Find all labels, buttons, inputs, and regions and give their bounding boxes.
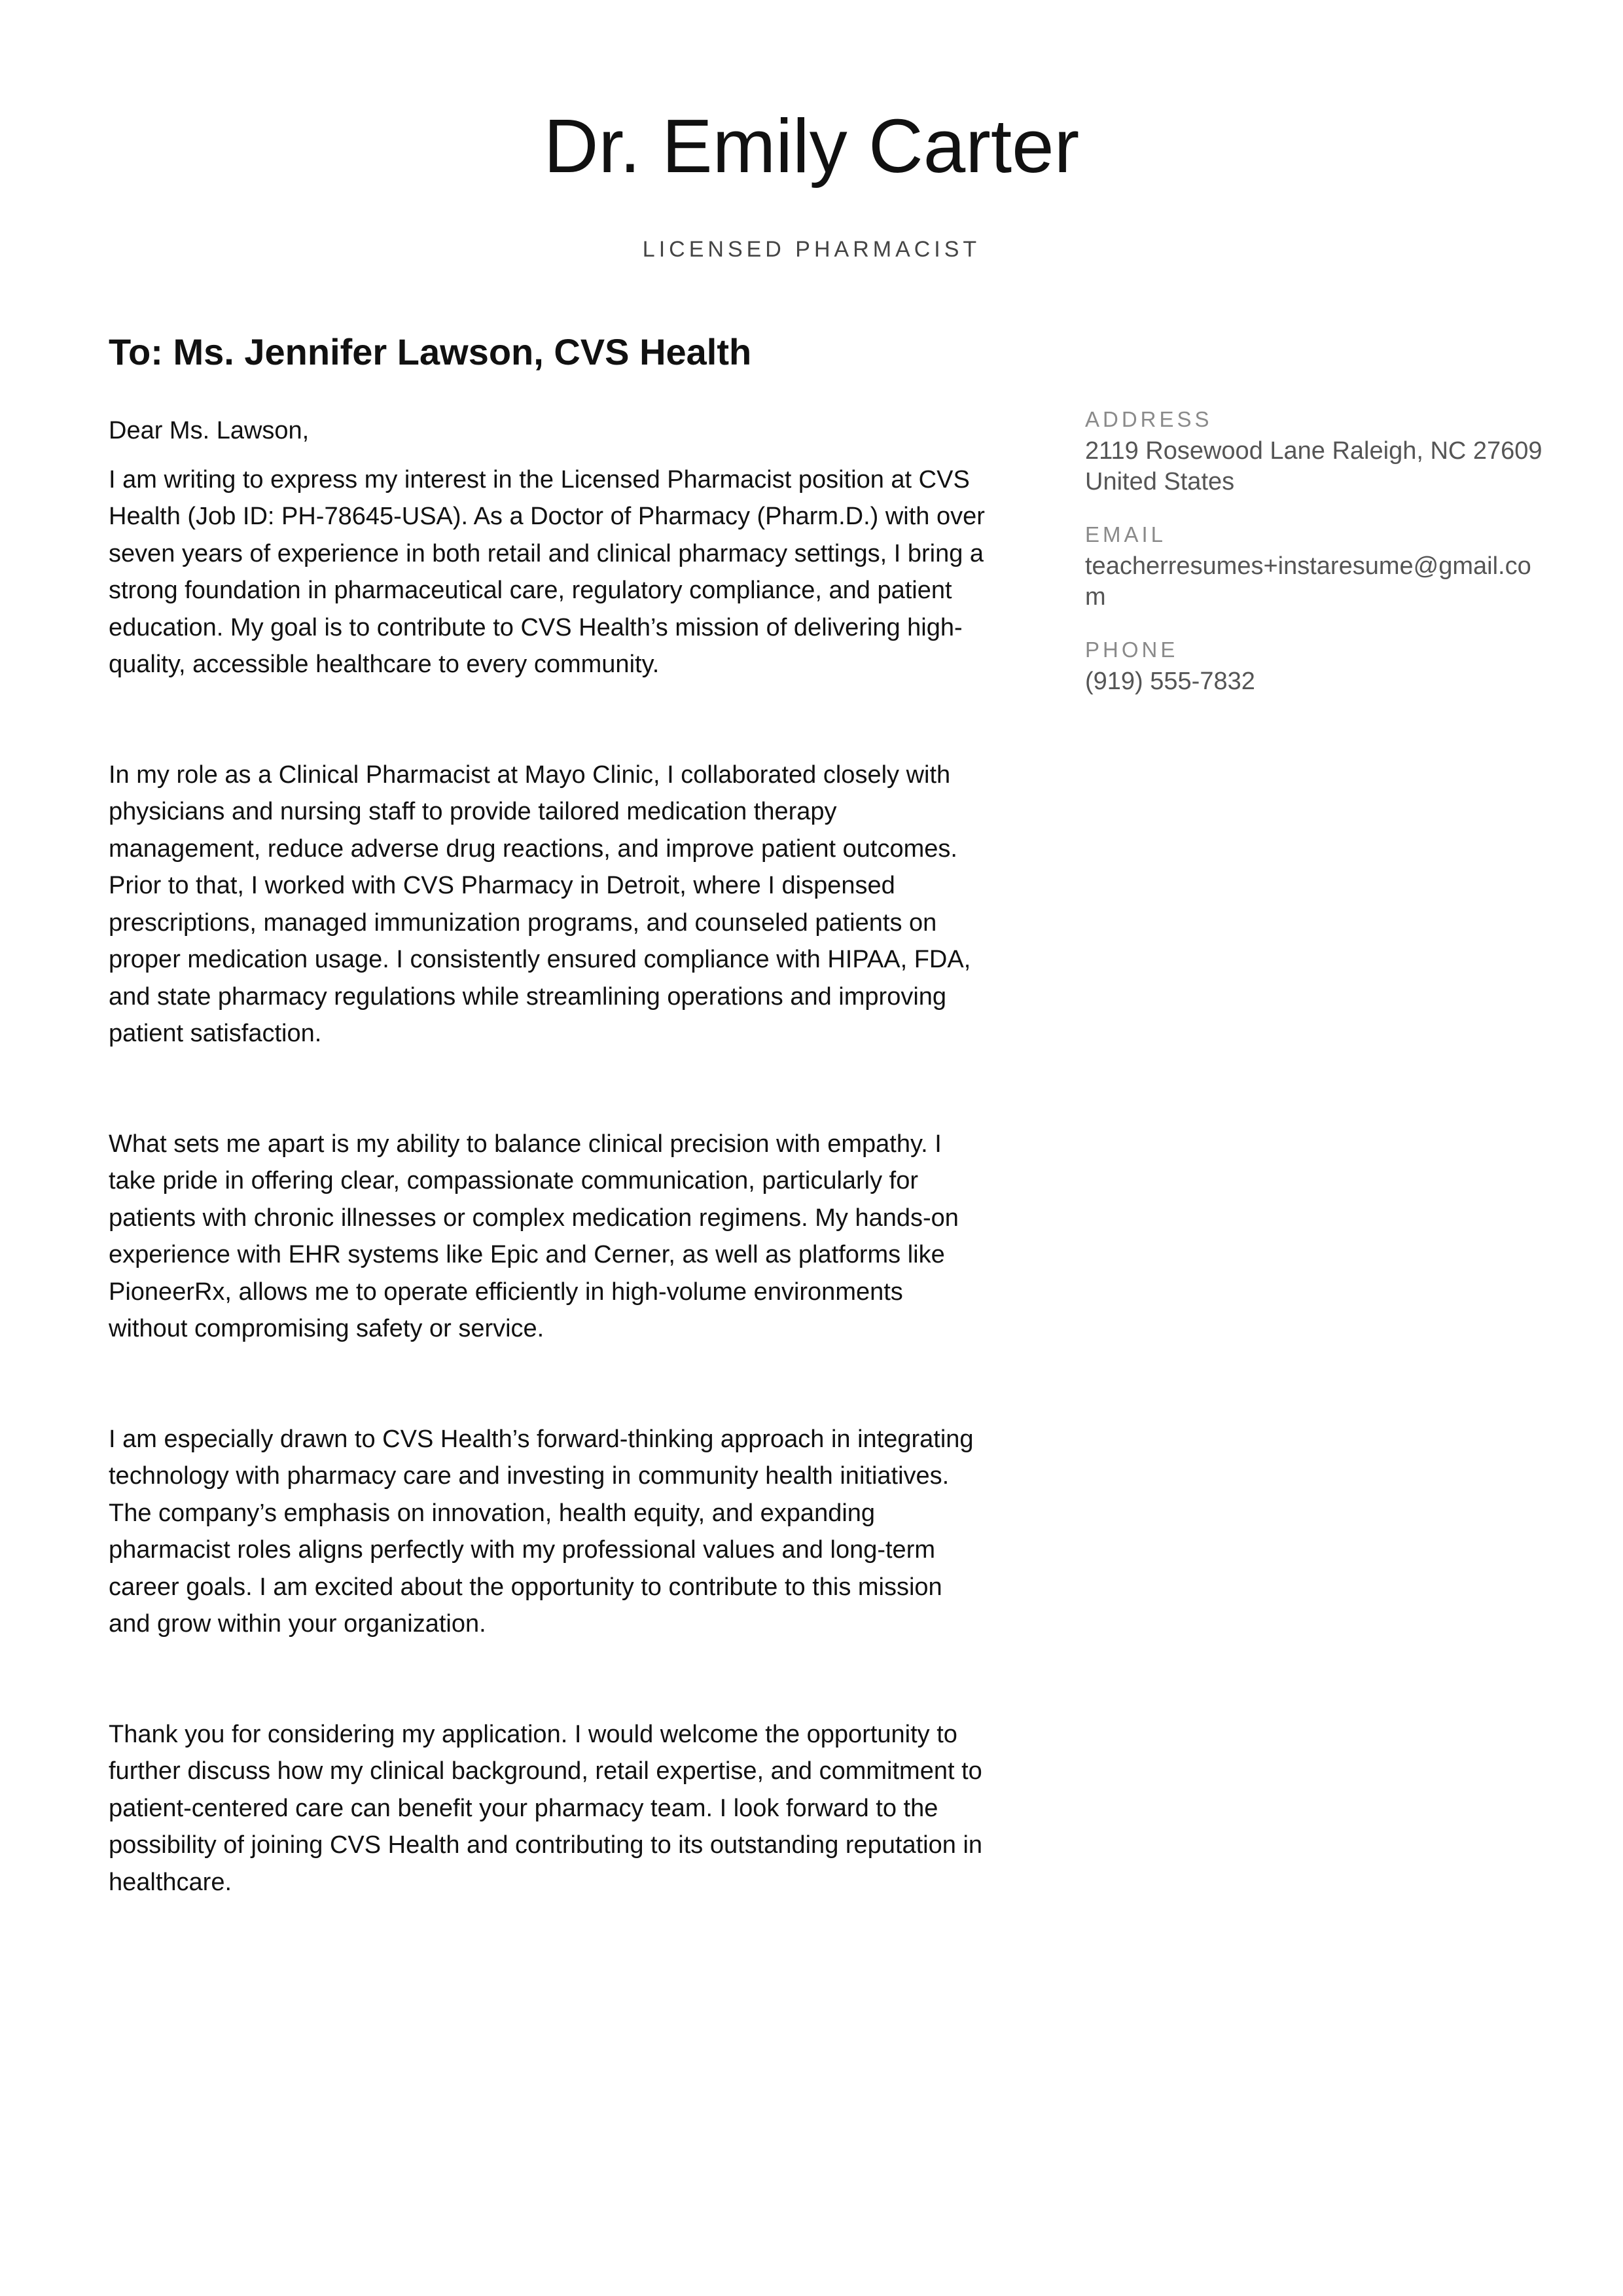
letter-paragraph-4: I am especially drawn to CVS Health’s forward-thinking approach in integrating technology with pharmacy care and investing in community health initiatives. The company’s emphasis on innovation, health equity, and expanding pharmacist roles aligns perfectly with my professional values and long-term career goals. I am excited about the opportunity to contribute to this mission and grow within your organization. [109, 1425, 974, 1638]
letter-greeting: Dear Ms. Lawson, [109, 417, 310, 444]
email-value[interactable]: teacherresumes+instaresume@gmail.com [1085, 552, 1531, 611]
applicant-name: Dr. Emily Carter [543, 103, 1080, 188]
address-value: 2119 Rosewood Lane Raleigh, NC 27609 United States [1085, 437, 1543, 495]
address-label: ADDRESS [1085, 407, 1213, 431]
phone-value[interactable]: (919) 555-7832 [1085, 668, 1255, 695]
letter-paragraph-2: In my role as a Clinical Pharmacist at Mayo Clinic, I collaborated closely with physicians and nursing staff to provide tailored medication therapy management, reduce adverse drug reactions, and improve patient outcomes. Prior to that, I worked with CVS Pharmacy in Detroit, where I dispensed prescriptions, managed immunization programs, and counseled patients on proper medication usage. I consistently ensured compliance with HIPAA, FDA, and state pharmacy regulations while streamlining operations and improving patient satisfaction. [109, 761, 971, 1047]
letter-paragraph-1: I am writing to express my interest in the Licensed Pharmacist position at CVS Health (Job ID: PH-78645-USA). As a Doctor of Pharmacy (Pharm.D.) with over seven years of experience in both retail and clinical pharmacy settings, I bring a strong foundation in pharmaceutical care, regulatory compliance, and patient education. My goal is to contribute to CVS Health’s mission of delivering high-quality, accessible healthcare to every community. [109, 465, 985, 678]
recipient-heading: To: Ms. Jennifer Lawson, CVS Health [109, 331, 752, 372]
letter-paragraph-3: What sets me apart is my ability to balance clinical precision with empathy. I take pride in offering clear, compassionate communication, particularly for patients with chronic illnesses or complex medication regimens. My hands-on experience with EHR systems like Epic and Cerner, as well as platforms like PioneerRx, allows me to operate efficiently in high-volume environments without compromising safety or service. [109, 1130, 959, 1342]
email-label: EMAIL [1085, 522, 1167, 547]
contact-sidebar [1085, 407, 1543, 722]
letter-body [109, 412, 986, 1974]
job-title: LICENSED PHARMACIST [642, 237, 981, 262]
phone-label: PHONE [1085, 637, 1179, 662]
letter-paragraph-5: Thank you for considering my application. I would welcome the opportunity to further discuss how my clinical background, retail expertise, and commitment to patient-centered care can benefit your pharmacy team. I look forward to the possibility of joining CVS Health and contributing to its outstanding reputation in healthcare. [109, 1720, 983, 1896]
